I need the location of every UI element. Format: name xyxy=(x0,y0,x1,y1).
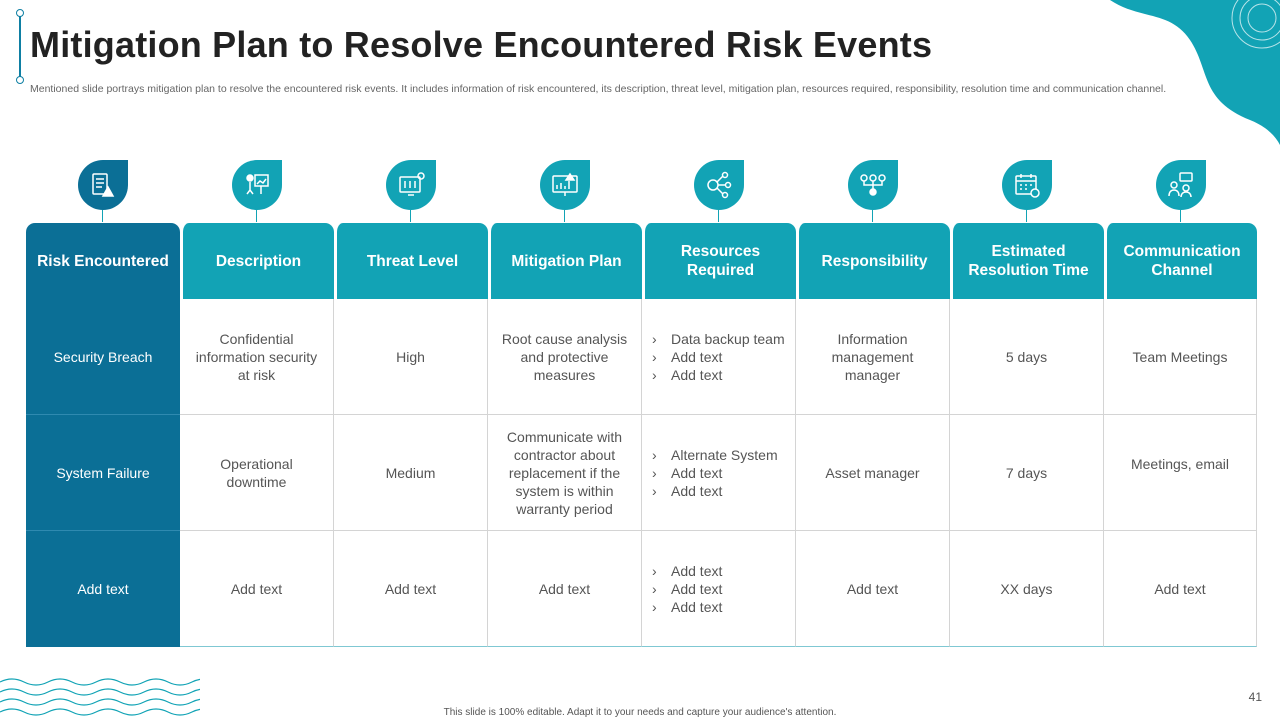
column-icon-threat xyxy=(386,160,436,218)
resources-network-icon xyxy=(704,170,734,200)
header-mitigation-plan: Mitigation Plan xyxy=(488,223,642,299)
column-icon-communication xyxy=(1156,160,1206,218)
table-row xyxy=(26,299,1257,415)
cell-time: XX days xyxy=(950,531,1104,647)
cell-mitigation: Root cause analysis and protective measures xyxy=(488,299,642,415)
cell-resources xyxy=(642,531,796,647)
table-row xyxy=(26,415,1257,531)
responsibility-org-icon xyxy=(858,170,888,200)
slide-title: Mitigation Plan to Resolve Encountered Risk Events xyxy=(30,24,933,65)
column-icon-mitigation xyxy=(540,160,590,218)
slide-subtitle: Mentioned slide portrays mitigation plan to resolve the encountered risk events. It includes information of risk encountered, its description, threat level, mitigation plan, resources required, responsibility, resolution time and communication channel. xyxy=(30,83,1167,95)
page-number: 41 xyxy=(1248,690,1262,704)
table-row xyxy=(26,531,1257,647)
cell-risk: System Failure xyxy=(26,415,180,531)
column-icon-time xyxy=(1002,160,1052,218)
cell-resources xyxy=(642,415,796,531)
title-accent-line xyxy=(19,14,21,80)
resource-item: › Add text xyxy=(652,348,785,366)
cell-time: 5 days xyxy=(950,299,1104,415)
corner-wave-decoration xyxy=(1050,0,1280,150)
header-resources-required: Resources Required xyxy=(642,223,796,299)
cell-threat: High xyxy=(334,299,488,415)
column-icon-risk xyxy=(78,160,128,218)
cell-mitigation: Communicate with contractor about replacement if the system is within warranty period xyxy=(488,415,642,531)
cell-responsibility: Add text xyxy=(796,531,950,647)
resource-item: › Add text xyxy=(652,464,785,482)
cell-channel: Add text xyxy=(1104,531,1257,647)
cell-description: Add text xyxy=(180,531,334,647)
cell-risk: Add text xyxy=(26,531,180,647)
resource-item: › Add text xyxy=(652,562,785,580)
cell-channel: Team Meetings xyxy=(1104,299,1257,415)
resource-item: › Add text xyxy=(652,482,785,500)
column-icon-responsibility xyxy=(848,160,898,218)
cell-risk: Security Breach xyxy=(26,299,180,415)
presentation-icon xyxy=(242,170,272,200)
communication-people-icon xyxy=(1166,170,1196,200)
title-accent-dot-top xyxy=(16,9,24,17)
resource-item: › Alternate System xyxy=(652,446,785,464)
header-risk-encountered: Risk Encountered xyxy=(26,223,180,299)
column-icon-description xyxy=(232,160,282,218)
resource-item: › Data backup team xyxy=(652,330,785,348)
mitigation-plan-table xyxy=(26,223,1257,647)
cell-resources xyxy=(642,299,796,415)
cell-responsibility: Asset manager xyxy=(796,415,950,531)
analysis-chart-icon xyxy=(550,170,580,200)
cell-time: 7 days xyxy=(950,415,1104,531)
header-responsibility: Responsibility xyxy=(796,223,950,299)
cell-responsibility: Information management manager xyxy=(796,299,950,415)
table-header-row xyxy=(26,223,1257,299)
column-icon-resources xyxy=(694,160,744,218)
threat-dashboard-icon xyxy=(396,170,426,200)
header-estimated-resolution-time: Estimated Resolution Time xyxy=(950,223,1104,299)
calendar-clock-icon xyxy=(1012,170,1042,200)
cell-mitigation: Add text xyxy=(488,531,642,647)
cell-description: Operational downtime xyxy=(180,415,334,531)
resource-item: › Add text xyxy=(652,366,785,384)
header-communication-channel: Communication Channel xyxy=(1104,223,1257,299)
cell-threat: Medium xyxy=(334,415,488,531)
slide-footer: This slide is 100% editable. Adapt it to your needs and capture your audience's attention. xyxy=(443,707,837,718)
cell-description: Confidential information security at risk xyxy=(180,299,334,415)
header-threat-level: Threat Level xyxy=(334,223,488,299)
cell-threat: Add text xyxy=(334,531,488,647)
title-accent-dot-bottom xyxy=(16,76,24,84)
header-description: Description xyxy=(180,223,334,299)
resource-item: › Add text xyxy=(652,580,785,598)
resource-item: › Add text xyxy=(652,598,785,616)
checklist-warning-icon xyxy=(88,170,118,200)
cell-channel: Meetings, email xyxy=(1104,415,1257,531)
